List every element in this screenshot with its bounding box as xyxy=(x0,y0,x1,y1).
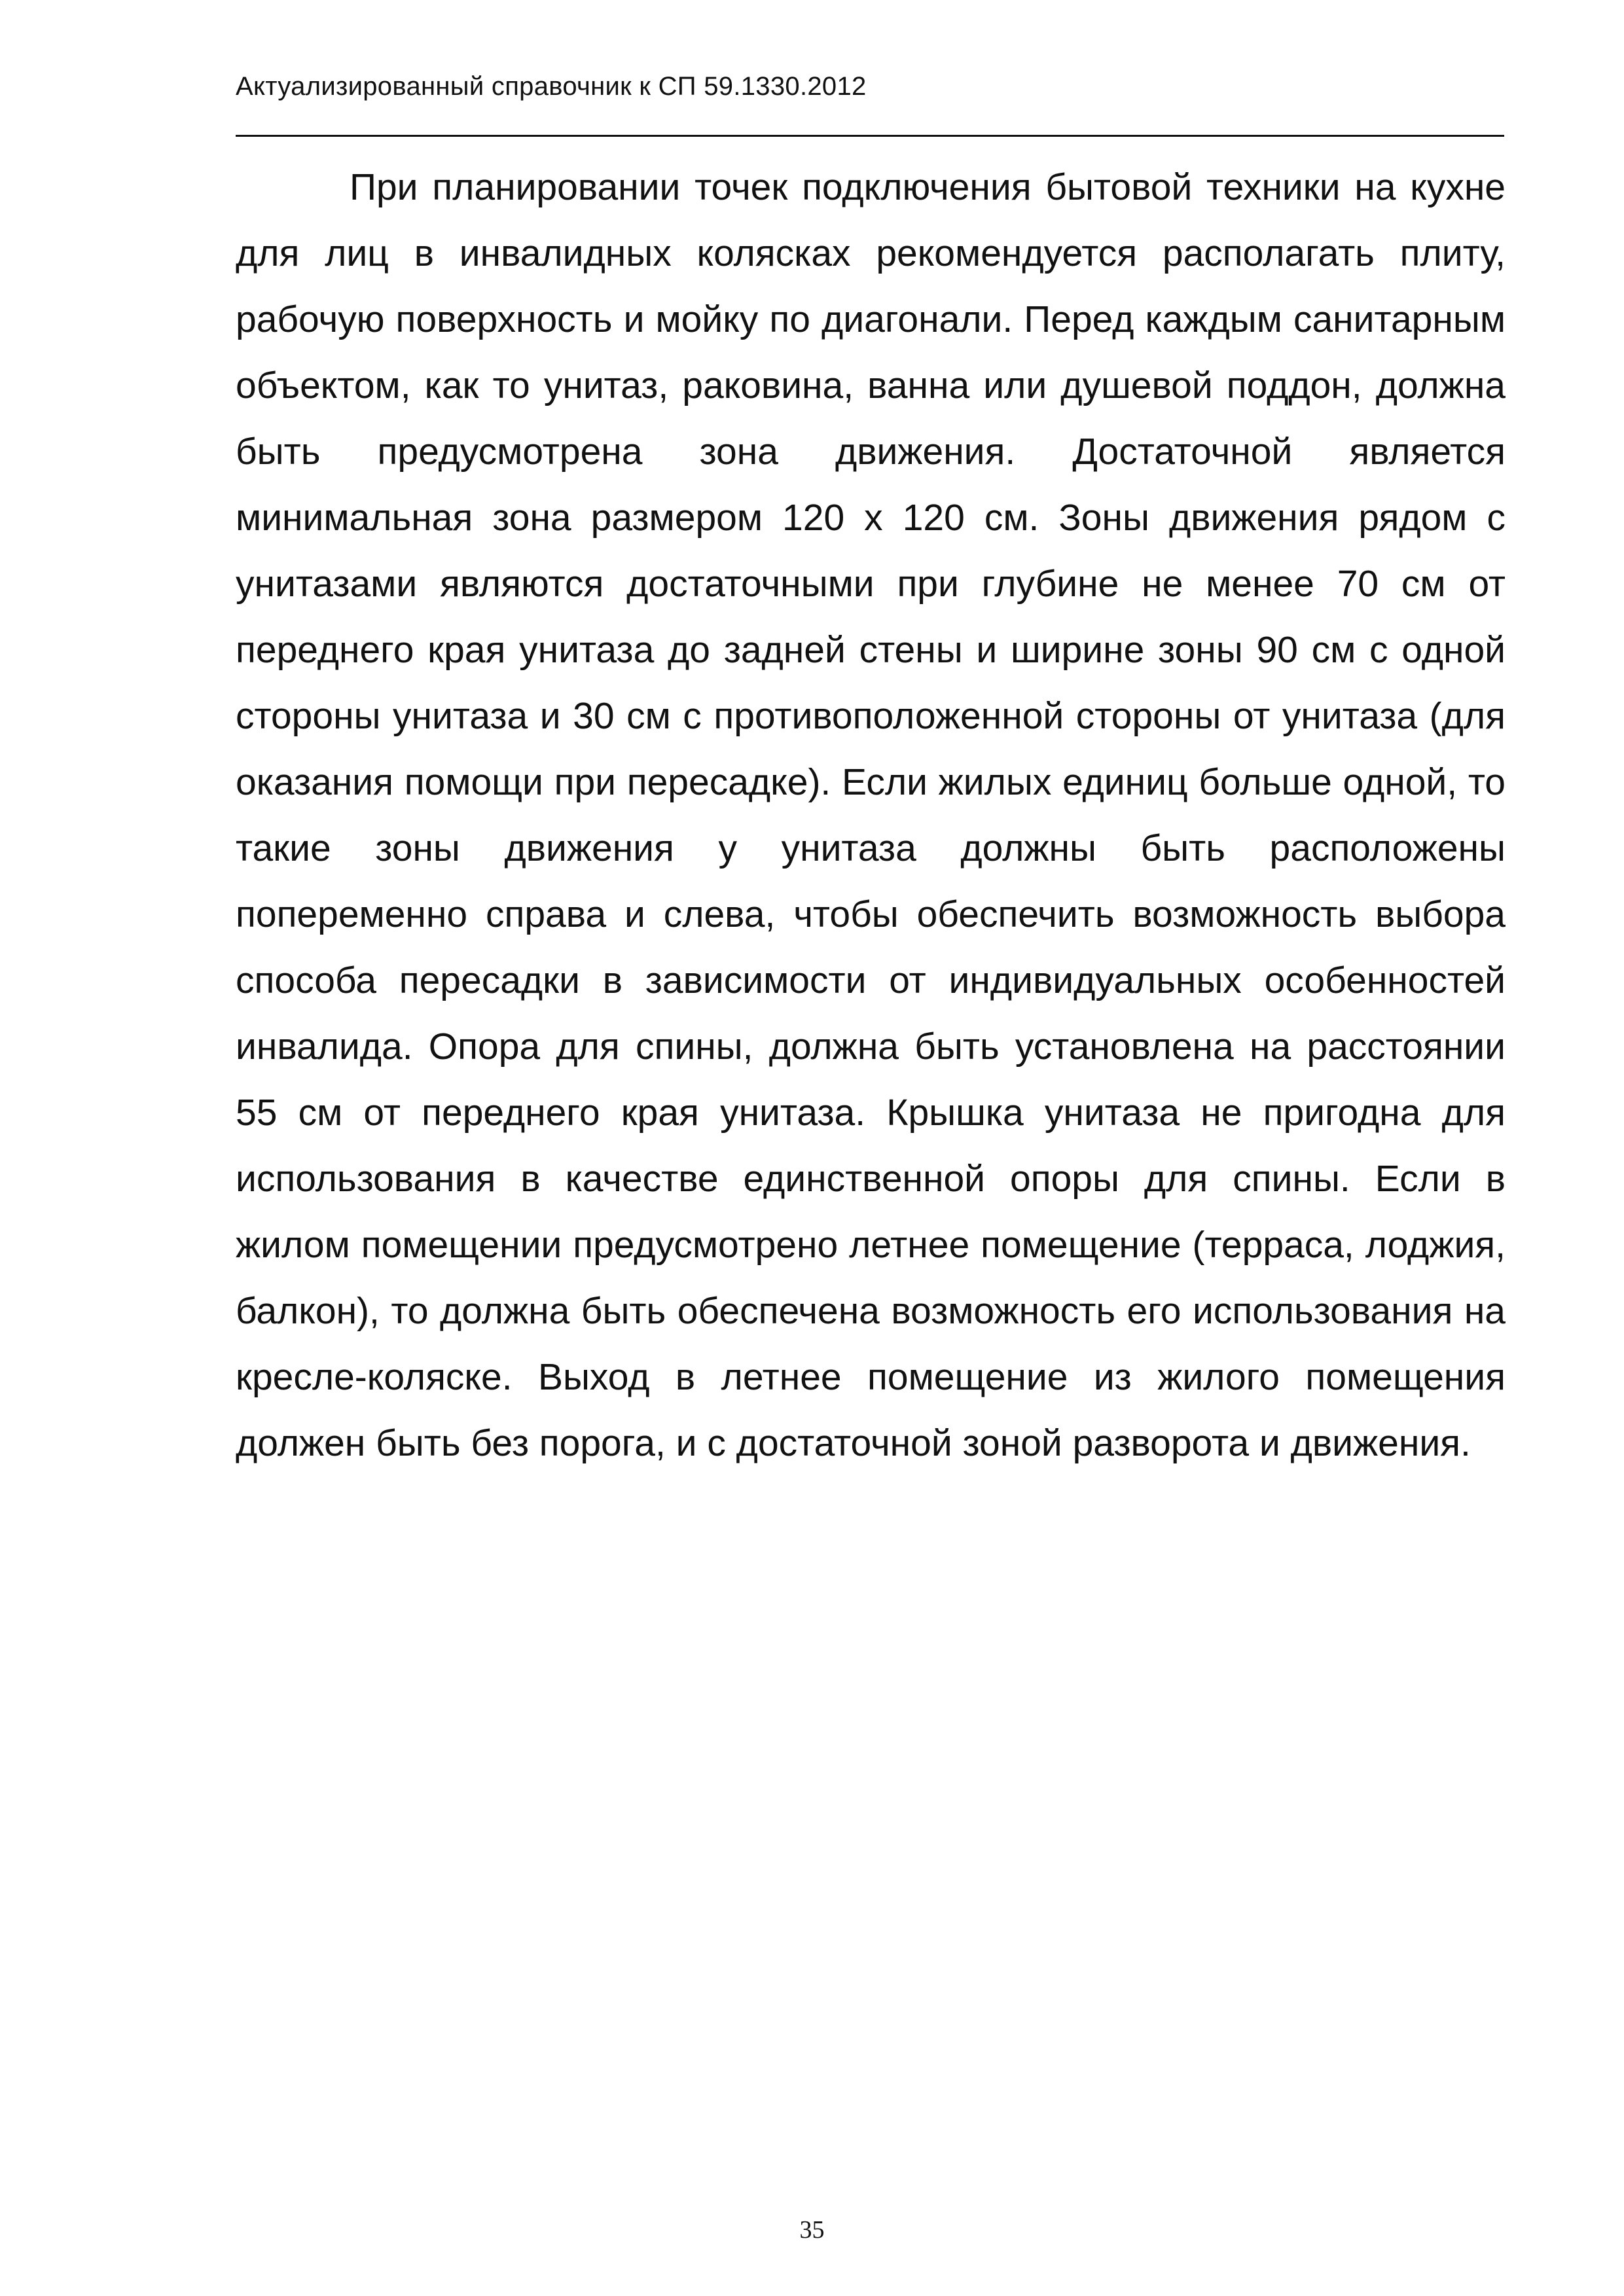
header-divider xyxy=(236,135,1504,137)
body-paragraph: При планировании точек подключения бытовой техники на кухне для лиц в инвалидных колясках рекомендуется располагать плиту, рабочую поверхность и мойку по диагонали. Перед каждым санитарным объектом, как то унитаз, раковина, ванна или душевой поддон, должна быть предусмотрена зона движения. Достаточной является минимальная зона размером 120 х 120 см. Зоны движения рядом с унитазами являются достаточными при глубине не менее 70 см от переднего края унитаза до задней стены и ширине зоны 90 см с одной стороны унитаза и 30 см с противоположенной стороны от унитаза (для оказания помощи при пересадке). Если жилых единиц больше одной, то такие зоны движения у унитаза должны быть расположены попеременно справа и слева, чтобы обеспечить возможность выбора способа пересадки в зависимости от индивидуальных особенностей инвалида. Опора для спины, должна быть установлена на расстоянии 55 см от переднего края унитаза. Крышка унитаза не пригодна для использования в качестве единственной опоры для спины. Если в жилом помещении предусмотрено летнее помещение (терраса, лоджия, балкон), то должна быть обеспечена возможность его использования на кресле-коляске. Выход в летнее помещение из жилого помещения должен быть без порога, и с достаточной зоной разворота и движения. xyxy=(236,166,1506,1464)
running-header: Актуализированный справочник к СП 59.1330.2012 xyxy=(236,72,867,101)
page-number: 35 xyxy=(799,2216,825,2244)
